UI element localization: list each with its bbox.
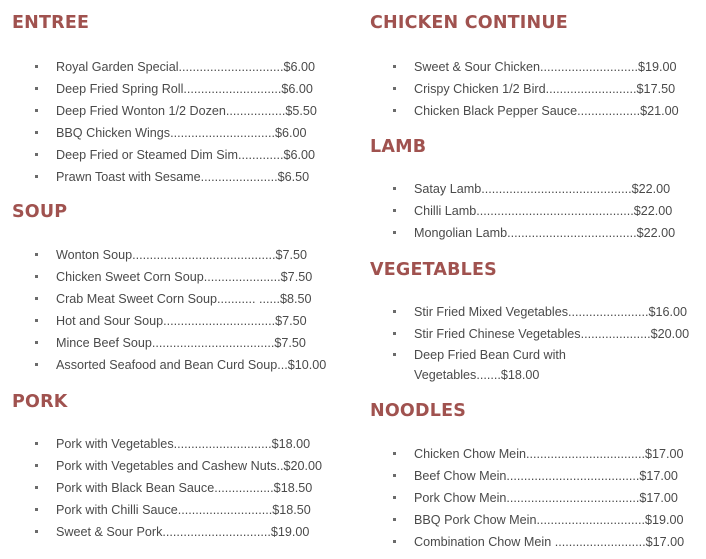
- section-heading-vegetables: VEGETABLES: [370, 260, 497, 280]
- entree-list: [12, 56, 317, 188]
- menu-item: Mongolian Lamb.....................................$22.00: [370, 222, 675, 244]
- menu-item: Mince Beef Soup...................................$7.50: [12, 332, 326, 354]
- menu-item: Wonton Soup.........................................$7.50: [12, 244, 326, 266]
- menu-item: Pork with Chilli Sauce...........................$18.50: [12, 499, 322, 521]
- menu-item: Prawn Toast with Sesame......................$6.50: [12, 166, 317, 188]
- menu-item: Combination Chow Mein ..........................$17.00: [370, 531, 684, 553]
- menu-item: Hot and Sour Soup................................$7.50: [12, 310, 326, 332]
- section-heading-lamb: LAMB: [370, 137, 427, 157]
- menu-item: Sweet & Sour Pork...............................$19.00: [12, 521, 322, 543]
- menu-item: Royal Garden Special..............................$6.00: [12, 56, 317, 78]
- menu-item: BBQ Chicken Wings..............................$6.00: [12, 122, 317, 144]
- menu-item: Pork with Vegetables............................$18.00: [12, 433, 322, 455]
- menu-item: Deep Fried Wonton 1/2 Dozen.................$5.50: [12, 100, 317, 122]
- section-heading-chicken-continue: CHICKEN CONTINUE: [370, 13, 568, 33]
- menu-item: Satay Lamb...........................................$22.00: [370, 178, 675, 200]
- menu-item: Chicken Black Pepper Sauce..................$21.00: [370, 100, 679, 122]
- menu-item: Deep Fried Spring Roll............................$6.00: [12, 78, 317, 100]
- menu-item: Stir Fried Mixed Vegetables.......................$16.00: [370, 301, 689, 323]
- chicken-list: [370, 56, 679, 122]
- menu-item: Stir Fried Chinese Vegetables....................$20.00: [370, 323, 689, 345]
- section-heading-noodles: NOODLES: [370, 401, 467, 421]
- section-heading-entree: ENTREE: [12, 13, 90, 33]
- menu-item: Chicken Sweet Corn Soup......................$7.50: [12, 266, 326, 288]
- menu-item: BBQ Pork Chow Mein...............................$19.00: [370, 509, 684, 531]
- menu-item: Sweet & Sour Chicken............................$19.00: [370, 56, 679, 78]
- menu-item: Crab Meat Sweet Corn Soup........... ......$8.50: [12, 288, 326, 310]
- menu-item: Pork with Black Bean Sauce.................$18.50: [12, 477, 322, 499]
- menu-item: Pork with Vegetables and Cashew Nuts..$20.00: [12, 455, 322, 477]
- lamb-list: [370, 178, 675, 244]
- menu-item: Pork Chow Mein......................................$17.00: [370, 487, 684, 509]
- noodles-list: [370, 443, 684, 553]
- menu-item: Crispy Chicken 1/2 Bird..........................$17.50: [370, 78, 679, 100]
- section-heading-soup: SOUP: [12, 202, 68, 222]
- menu-item: Deep Fried or Steamed Dim Sim.............$6.00: [12, 144, 317, 166]
- section-heading-pork: PORK: [12, 392, 68, 412]
- soup-list: [12, 244, 326, 376]
- pork-list: [12, 433, 322, 543]
- menu-item: Chicken Chow Mein..................................$17.00: [370, 443, 684, 465]
- menu-item: Assorted Seafood and Bean Curd Soup...$10.00: [12, 354, 326, 376]
- vegetables-list: [370, 301, 689, 385]
- menu-item: Chilli Lamb.............................................$22.00: [370, 200, 675, 222]
- menu-item: Deep Fried Bean Curd with Vegetables.......$18.00: [370, 345, 584, 385]
- menu-item: Beef Chow Mein......................................$17.00: [370, 465, 684, 487]
